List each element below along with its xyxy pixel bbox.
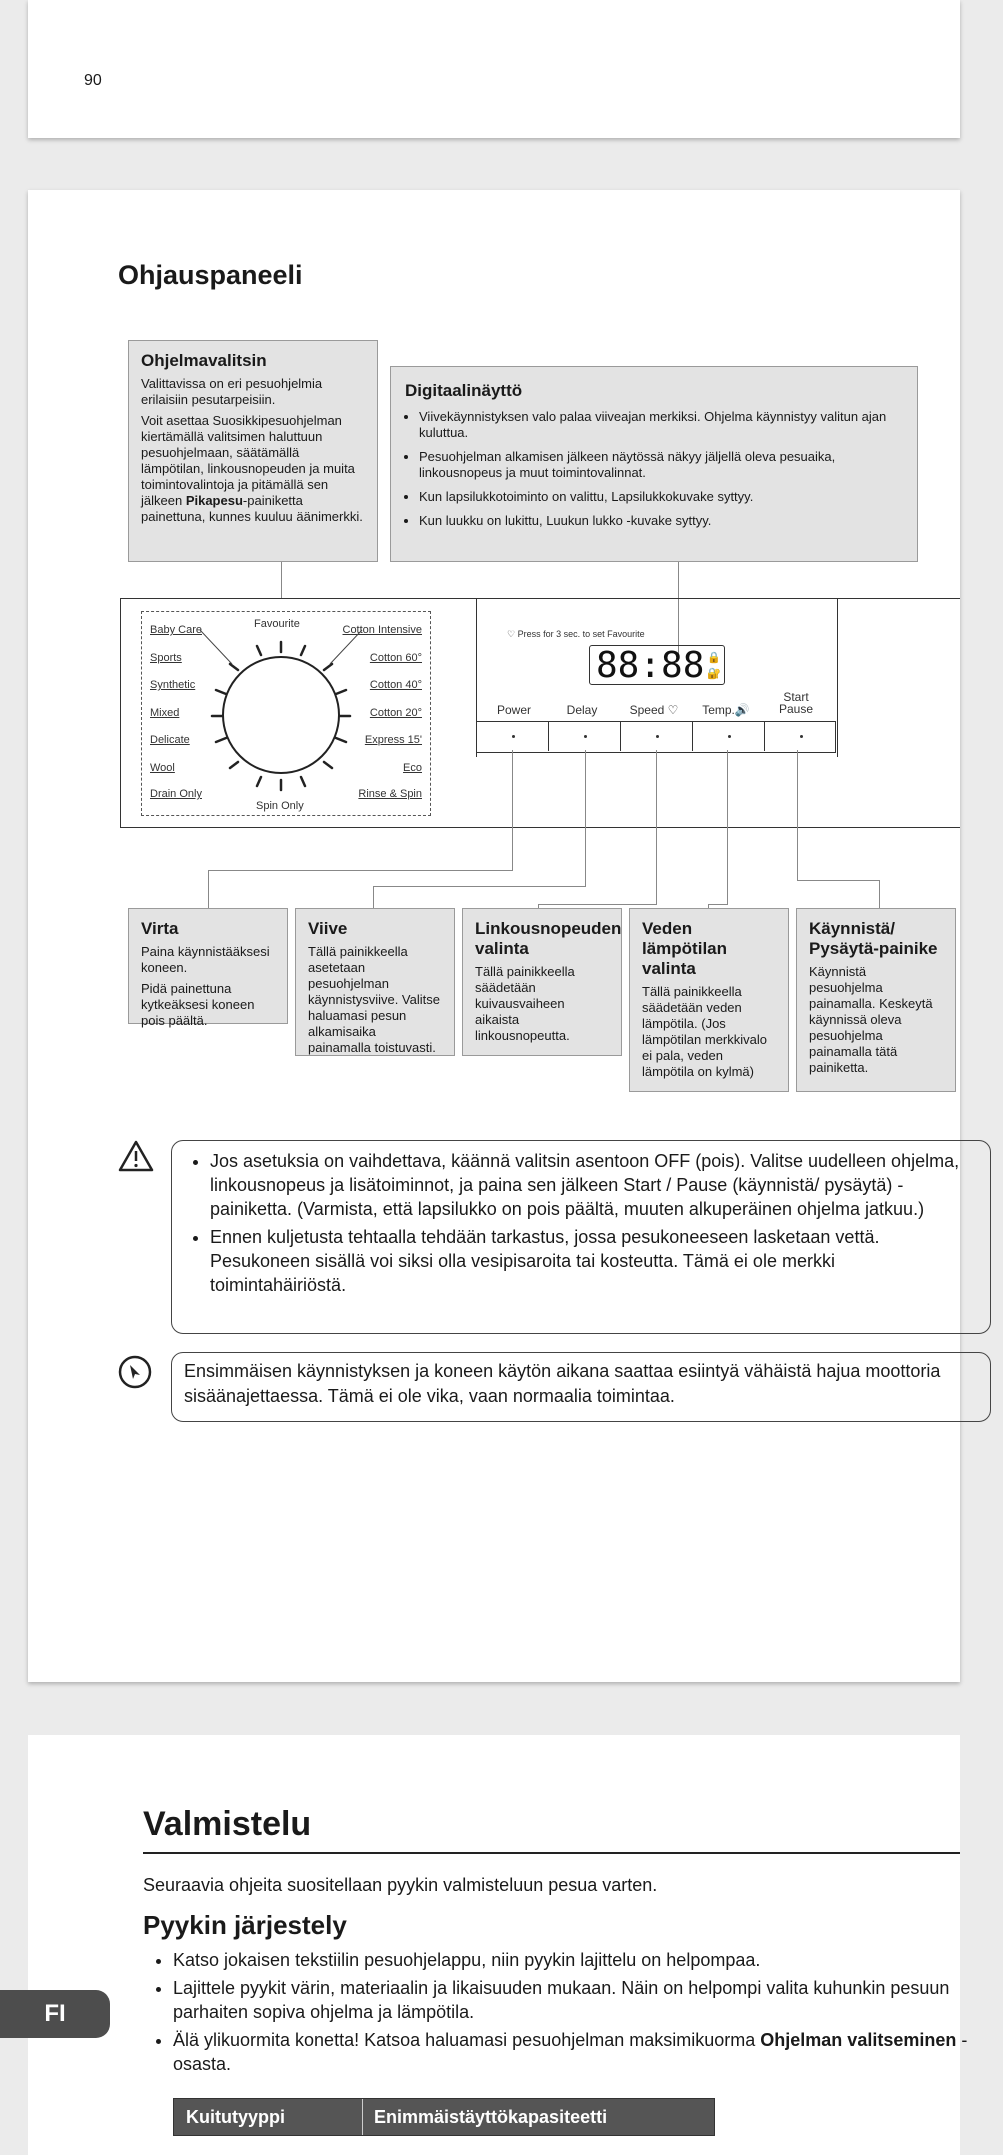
child-lock-icon: 🔒 — [707, 652, 721, 664]
callout-text: Valittavissa on eri pesuohjelmia erilaisiin pesutarpeisiin. — [141, 376, 323, 407]
program-synthetic: Synthetic — [150, 679, 196, 691]
page-top — [28, 0, 960, 138]
list-item: • Viivekäynnistyksen valo palaa viiveajan merkiksi. Ohjelma käynnistyy valitun ajan kuluttua. — [419, 409, 903, 441]
title-rule — [143, 1852, 960, 1854]
warning-item: • Jos asetuksia on vaihdettava, käännä valitsin asentoon OFF (pois). Valitse uudelleen ohjelma, linkousnopeus ja lisätoiminnot, ja paina sen jälkeen Start / Pause (käynnistä/ pysäytä) -painiketta. (Varmista, että lapsilukko on pois päältä, muuten alkuperäinen ohjelma jatkuu.) — [210, 1149, 976, 1221]
dial-label-spin-only: Spin Only — [256, 800, 304, 812]
program-dial-area — [141, 611, 431, 816]
connector-line — [656, 750, 657, 904]
connector-line — [797, 880, 879, 881]
connector-line — [373, 886, 586, 887]
power-callout — [128, 908, 288, 1028]
list-item: • Kun lapsilukkotoiminto on valittu, Lapsilukkokuvake syttyy. — [419, 489, 903, 505]
connector-line — [708, 904, 728, 905]
callout-heading: Virta — [141, 919, 179, 938]
speed-button[interactable] — [621, 722, 693, 751]
list-item: • Pesuohjelman alkamisen jälkeen näytössä näkyy jäljellä oleva pesuaika, linkousnopeus ja muut toimintovalinnat. — [419, 449, 903, 481]
program-delicate: Delicate — [150, 734, 190, 746]
subsection-title: Pyykin järjestely — [143, 1910, 347, 1940]
program-eco: Eco — [403, 762, 422, 774]
label-power: Power — [496, 703, 531, 717]
program-rinse-spin: Rinse & Spin — [358, 788, 422, 800]
delay-callout — [295, 908, 455, 1056]
temperature-callout — [629, 908, 789, 1092]
program-baby-care: Baby Care — [150, 624, 202, 636]
program-drain-only: Drain Only — [150, 788, 202, 800]
program-wool: Wool — [150, 762, 175, 774]
connector-line — [281, 562, 282, 598]
list-item: • Älä ylikuormita konetta! Katsoa haluamasi pesuohjelman maksimikuorma Ohjelman valitseminen -osasta. — [173, 2028, 1003, 2076]
callout-text: Tällä painikkeella säädetään kuivausvaiheen aikaista linkousnopeutta. — [475, 964, 575, 1043]
warning-box — [171, 1140, 991, 1334]
connector-line — [585, 750, 586, 886]
program-mixed: Mixed — [150, 707, 180, 719]
program-selector-callout — [128, 340, 378, 562]
preparation-list — [143, 1948, 1003, 2080]
connector-line — [512, 750, 513, 870]
label-start-pause: Start Pause — [778, 690, 814, 716]
lcd-display: 88:88 — [589, 645, 725, 685]
connector-line — [373, 886, 374, 908]
note-box — [171, 1352, 991, 1422]
callout-heading: Viive — [308, 919, 348, 938]
program-cotton-20: Cotton 20° — [369, 707, 422, 719]
connector-line — [538, 904, 657, 905]
language-tab: FI — [0, 1990, 110, 2038]
callout-heading: Linkousnopeuden valinta — [475, 919, 622, 958]
button-row — [476, 721, 836, 753]
program-sports: Sports — [150, 652, 182, 664]
control-panel-diagram — [120, 598, 960, 828]
program-cotton-40: Cotton 40° — [369, 679, 422, 691]
callout-text: Voit asettaa Suosikkipesuohjelman kiertämällä valitsimen haluttuun pesuohjelmaan, säätämällä lämpötilan, linkousnopeuden ja muita toimintovalintoja ja pitämällä sen jälkeen Pikapesu-painiketta painettuna, kunnes kuuluu äänimerkki. — [141, 413, 363, 524]
connector-line — [727, 750, 728, 904]
temp-button[interactable] — [693, 722, 765, 751]
list-item: • Kun luukku on lukittu, Luukun lukko -kuvake syttyy. — [419, 513, 903, 529]
connector-line — [797, 750, 798, 880]
list-item: • Lajittele pyykit värin, materiaalin ja likaisuuden mukaan. Näin on helpompi valita kuhunkin pesuun parhaiten sopiva ohjelma ja lämpötila. — [173, 1976, 1003, 2024]
callout-heading: Digitaalinäyttö — [405, 381, 523, 400]
callout-text: Pidä painettuna kytkeäksesi koneen pois päältä. — [141, 981, 255, 1028]
callout-text: Tällä painikkeella säädetään veden lämpötila. (Jos lämpötilan merkkivalo ei pala, veden lämpötila on kylmä) — [642, 984, 767, 1079]
display-list — [405, 409, 903, 529]
callout-text: Tällä painikkeella asetetaan pesuohjelman käynnistysviive. Valitse haluamasi pesun alkamisaika painamalla toistuvasti. — [308, 944, 440, 1055]
callout-heading: Ohjelmavalitsin — [141, 351, 267, 370]
section-title: Valmistelu — [143, 1805, 312, 1843]
digital-display-callout — [390, 366, 918, 562]
note-text: Ensimmäisen käynnistyksen ja koneen käytön aikana saattaa esiintyä vähäistä hajua moottoria sisäänajettaessa. Tämä ei ole vika, vaan normaalia toimintaa. — [184, 1361, 941, 1406]
callout-text: Käynnistä pesuohjelma painamalla. Keskeytä käynnissä oleva pesuohjelma painamalla tätä painiketta. — [809, 964, 933, 1075]
connector-line — [879, 880, 880, 908]
delay-button[interactable] — [549, 722, 621, 751]
intro-text: Seuraavia ohjeita suositellaan pyykin valmisteluun pesua varten. — [143, 1875, 658, 1895]
connector-line — [208, 870, 209, 908]
page-number: 90 — [84, 72, 102, 89]
connector-line — [208, 870, 513, 871]
program-cotton-60: Cotton 60° — [369, 652, 422, 664]
page-title: Ohjauspaneeli — [118, 260, 303, 290]
list-item: • Katso jokaisen tekstiilin pesuohjelappu, niin pyykin lajittelu on helpompaa. — [173, 1948, 1003, 1972]
note-icon — [118, 1355, 152, 1389]
spin-speed-callout — [462, 908, 622, 1056]
program-selector-knob[interactable] — [222, 656, 340, 774]
table-header-capacity: Enimmäistäyttökapasiteetti — [374, 2107, 608, 2127]
callout-text: Paina käynnistääksesi koneen. — [141, 944, 270, 975]
start-pause-button[interactable] — [765, 722, 835, 751]
warning-icon — [118, 1140, 154, 1172]
label-temp: Temp.🔊 — [702, 703, 750, 717]
warning-item: • Ennen kuljetusta tehtaalla tehdään tarkastus, jossa pesukoneeseen lasketaan vettä. Pesukoneen sisällä voi siksi olla vesipisaroita tai kosteutta. Tämä ei ole merkki toimintahäiriöstä. — [210, 1225, 976, 1297]
dial-label-favourite: Favourite — [254, 618, 300, 630]
table-divider — [362, 2099, 363, 2135]
power-button[interactable] — [477, 722, 549, 751]
table-header-fiber: Kuitutyyppi — [186, 2107, 285, 2127]
page-preparation — [28, 1735, 968, 2155]
program-cotton-intensive: Cotton Intensive — [342, 624, 422, 636]
callout-heading: Käynnistä/ Pysäytä-painike — [809, 919, 938, 958]
page-control-panel — [28, 190, 960, 1682]
door-lock-icon: 🔐 — [707, 668, 721, 680]
callout-heading: Veden lämpötilan valinta — [642, 919, 728, 978]
label-speed: Speed ♡ — [629, 703, 679, 717]
label-delay: Delay — [566, 703, 598, 717]
start-pause-callout — [796, 908, 956, 1092]
program-express-15: Express 15' — [364, 734, 422, 746]
heart-icon: ♡ — [507, 629, 518, 639]
capacity-table-header — [173, 2098, 715, 2136]
favourite-hint: ♡ Press for 3 sec. to set Favourite — [507, 629, 645, 639]
